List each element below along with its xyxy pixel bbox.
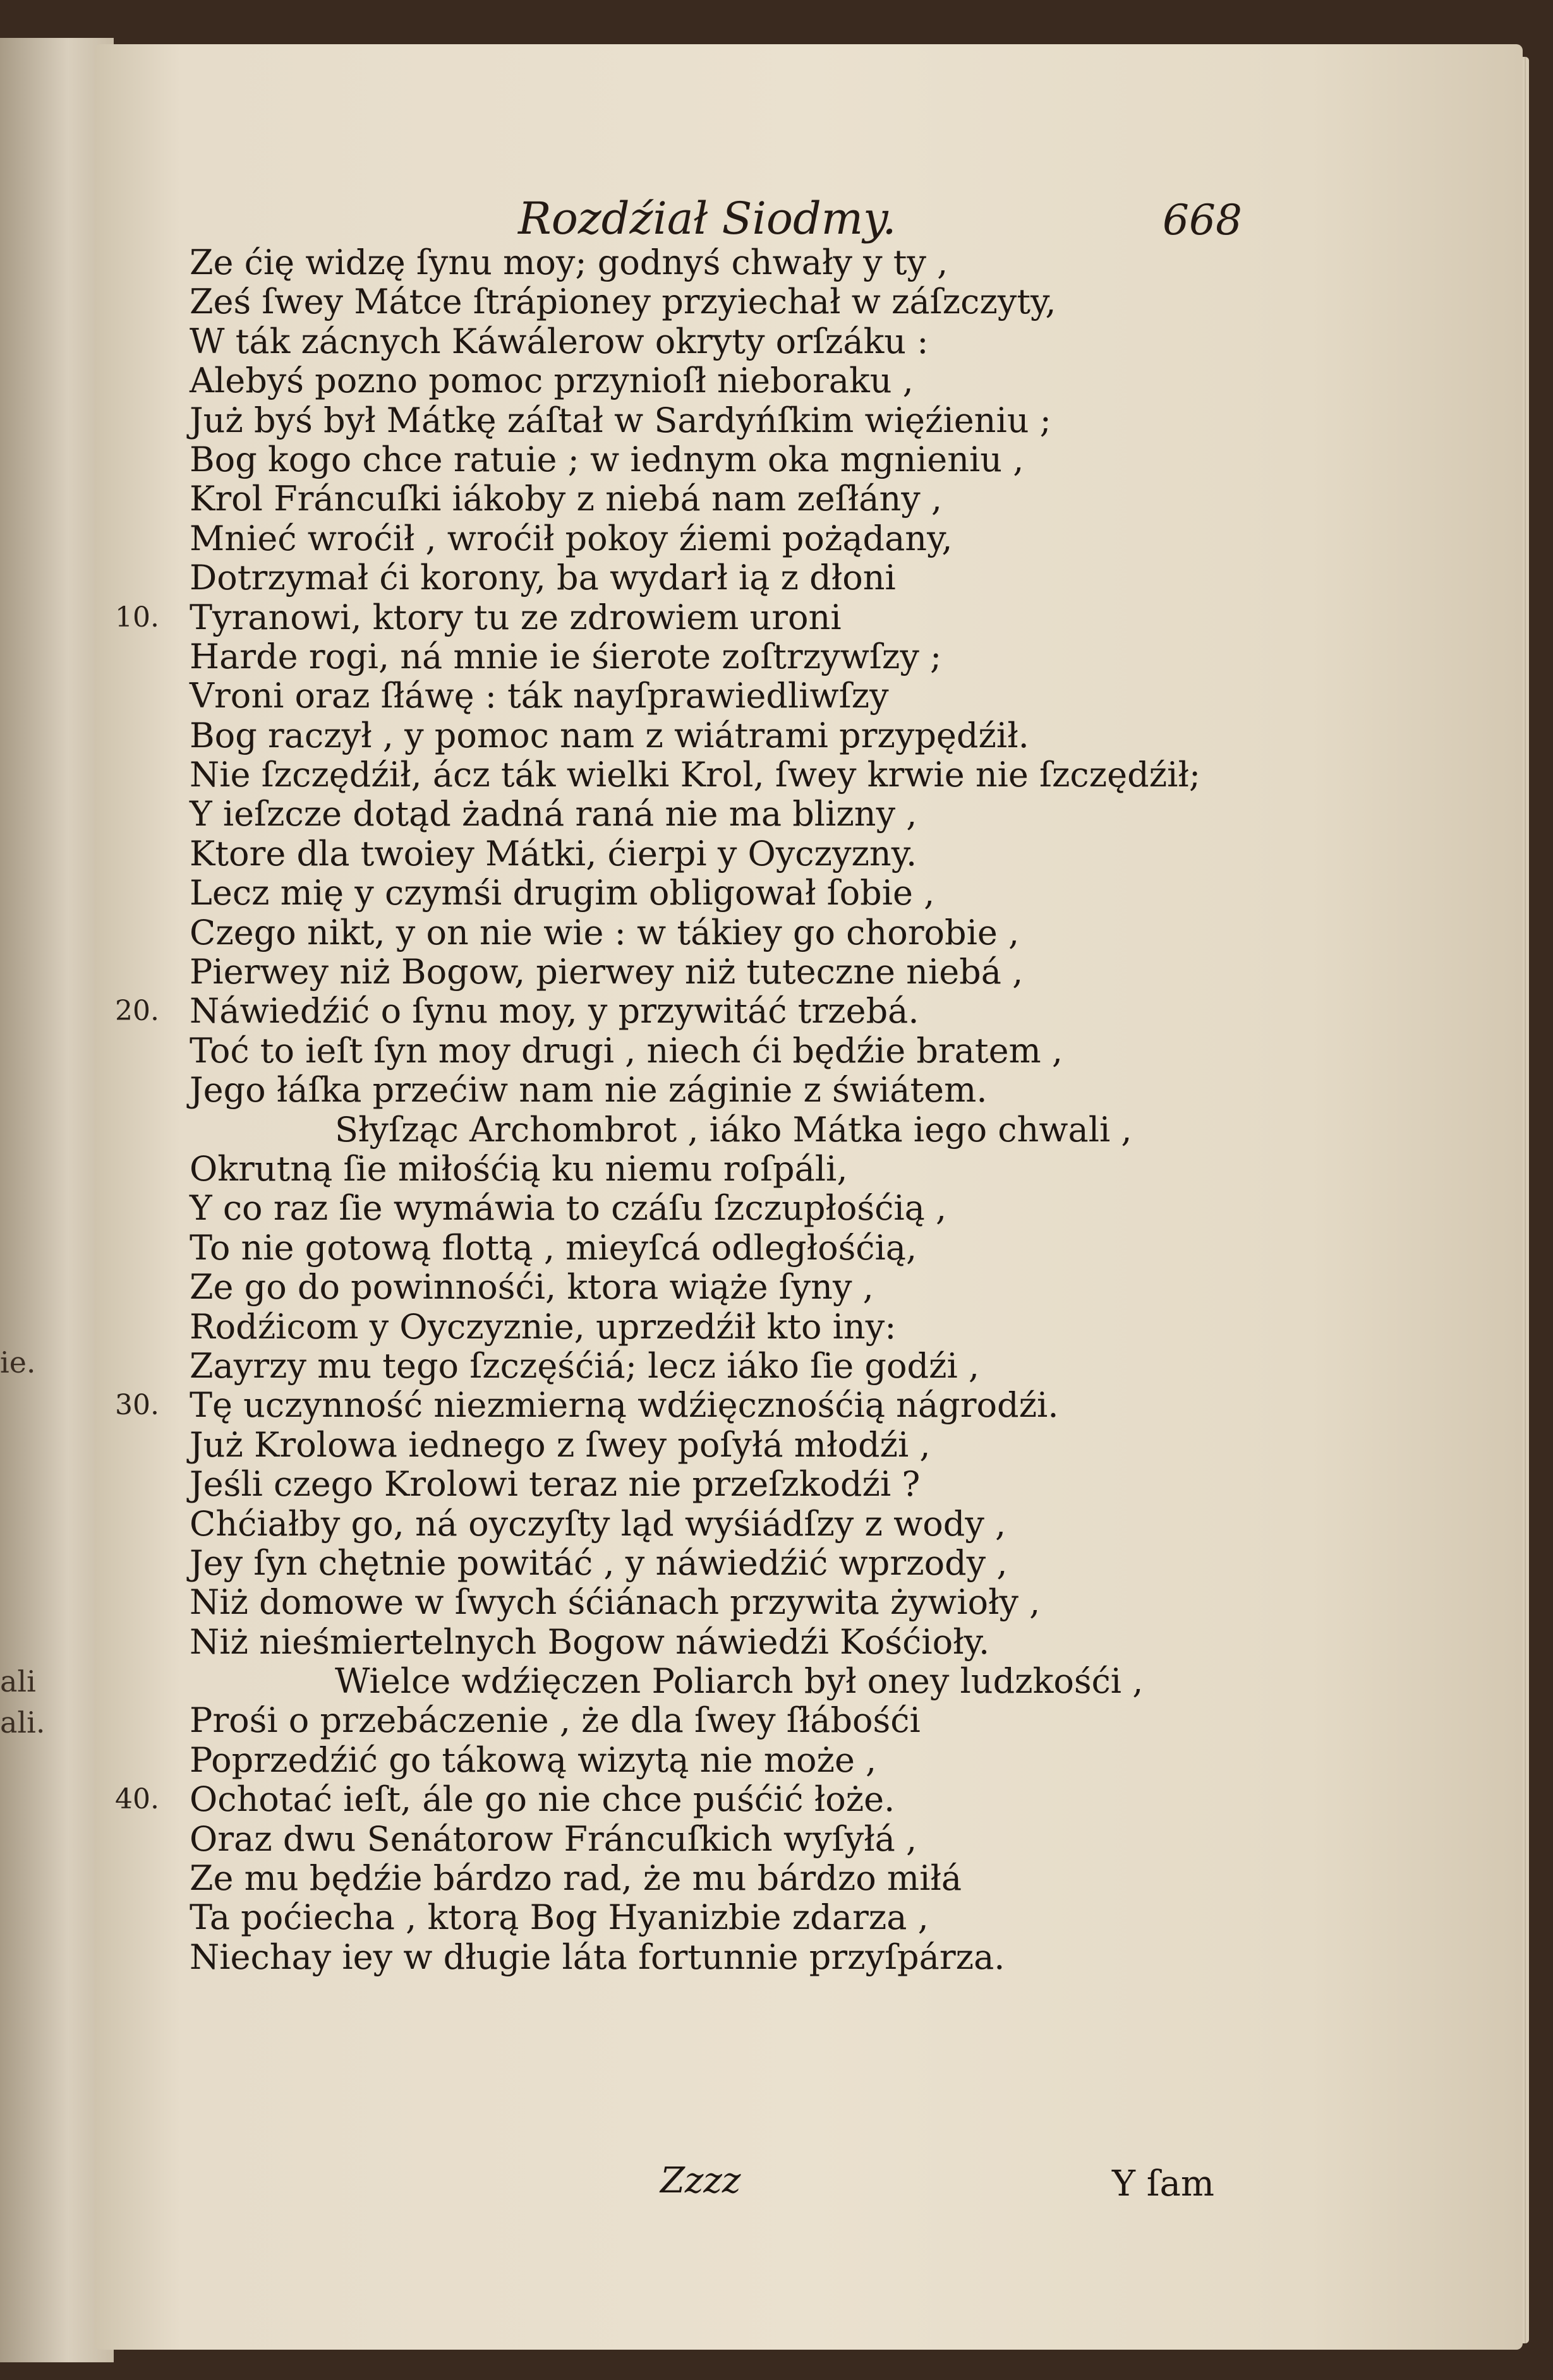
verse-line-text: Chćiałby go, ná oyczyſty ląd wyśiádſzy z wody , <box>190 1503 1006 1544</box>
page-number: 668 <box>1163 196 1242 244</box>
verse-line <box>190 322 1295 361</box>
verse-line: 10. Tyranowi, ktory tu ze zdrowiem uroni <box>115 597 842 637</box>
verse-line-text: Krol Fráncuſki iákoby z niebá nam zeſłány , <box>190 479 943 519</box>
verse-line <box>190 795 1295 834</box>
verse-line <box>190 401 1295 440</box>
verse-line: 30. Tę uczynność niezmierną wdźięcznośćią nágrodźi. <box>115 1385 1059 1426</box>
verse-line <box>190 243 1295 282</box>
verse-line-text: Ze ćię widzę ſynu moy; godnyś chwały y ty , <box>190 243 948 282</box>
verse-line <box>190 1701 1295 1740</box>
verse-line <box>190 361 1295 400</box>
verse-line <box>190 519 1295 558</box>
verse-line-text: Niż nieśmiertelnych Bogow náwiedźi Kośćioły. <box>190 1621 990 1662</box>
verse-line-text: Y ieſzcze dotąd żadná raná nie ma blizny , <box>190 794 917 834</box>
verse-line-text: Jego łáſka przećiw nam nie záginie z świátem. <box>190 1070 988 1110</box>
verse-line <box>190 1268 1295 1307</box>
verse-line-text: Vroni oraz ſłáwę : ták nayſprawiedliwſzy <box>190 676 889 716</box>
verse-line <box>190 479 1295 519</box>
verse-line <box>190 1662 1295 1701</box>
verse-line <box>190 1544 1295 1583</box>
verse-line <box>190 1307 1295 1347</box>
verse-line <box>190 755 1295 795</box>
left-page-fragment: ali <box>0 1664 36 1698</box>
chapter-header: Rozdźiał Siodmy. <box>518 193 897 244</box>
verse-line-text: Już Krolowa iednego z ſwey poſyłá młodźi , <box>190 1424 931 1465</box>
verse-text <box>115 243 1295 1977</box>
verse-line <box>190 1820 1295 1859</box>
verse-line <box>190 1741 1295 1780</box>
verse-line-text: Ochotać ieſt, ále go nie chce puśćić łoże. <box>190 1779 895 1820</box>
catchword: Zzzz <box>660 2160 741 2201</box>
verse-line-text: To nie gotową flottą , mieyſcá odległośćią, <box>190 1227 917 1268</box>
verse-line <box>190 1071 1295 1110</box>
verse-line: 40. Ochotać ieſt, ále go nie chce puśćić łoże. <box>115 1779 895 1820</box>
verse-line-text: Ze go do powinnośći, ktora wiąże ſyny , <box>190 1267 874 1307</box>
verse-line <box>190 1859 1295 1898</box>
verse-line <box>190 1426 1295 1465</box>
verse-line-text: Náwiedźić o ſynu moy, y przywitáć trzebá. <box>190 991 919 1031</box>
verse-line-text: Oraz dwu Senátorow Fráncuſkich wyſyłá , <box>190 1818 917 1859</box>
verse-line <box>190 1150 1295 1189</box>
verse-line <box>190 1465 1295 1504</box>
verse-line-text: Bog raczył , y pomoc nam z wiátrami przypędźił. <box>190 715 1029 755</box>
verse-line <box>190 1031 1295 1071</box>
verse-line-text: Bog kogo chce ratuie ; w iednym oka mgnieniu , <box>190 439 1024 479</box>
verse-line-text: Niechay iey w długie láta fortunnie przyſpárza. <box>190 1937 1005 1977</box>
verse-line-text: Niż domowe w ſwych śćiánach przywita żywioły , <box>190 1582 1041 1623</box>
verse-line-text: Ześ ſwey Mátce ſtrápioney przyiechał w záſzczyty, <box>190 282 1056 322</box>
verse-line <box>190 834 1295 874</box>
verse-line <box>190 1505 1295 1544</box>
verse-line-text: Okrutną ſie miłośćią ku niemu roſpáli, <box>190 1148 848 1189</box>
verse-line <box>190 1347 1295 1386</box>
verse-line-text: Harde rogi, ná mnie ie śierote zoſtrzywſzy ; <box>190 636 942 676</box>
verse-line <box>190 913 1295 953</box>
verse-line-text: Dotrzymał ći korony, ba wydarł ią z dłoni <box>190 558 896 598</box>
verse-line-text: Jeśli czego Krolowi teraz nie przeſzkodźi ? <box>190 1464 921 1505</box>
verse-line <box>190 558 1295 598</box>
verse-line-text: W ták zácnych Káwálerow okryty orſzáku : <box>190 321 929 361</box>
verse-line <box>190 874 1295 913</box>
verse-line <box>190 1623 1295 1662</box>
verse-line <box>190 1583 1295 1622</box>
verse-line-text: Nie ſzczędźił, ácz ták wielki Krol, ſwey krwie nie ſzczędźił; <box>190 755 1201 795</box>
verse-line-text: Toć to ieſt ſyn moy drugi , niech ći będźie bratem , <box>190 1030 1063 1071</box>
verse-line-text: Zayrzy mu tego ſzczęśćiá; lecz iáko ſie godźi , <box>190 1345 980 1386</box>
verse-line-text: Poprzedźić go tákową wizytą nie może , <box>190 1740 877 1780</box>
verse-line-text: Ta poćiecha , ktorą Bog Hyanizbie zdarza , <box>190 1897 929 1938</box>
verse-line <box>190 1189 1295 1228</box>
verse-line-text: Ze mu będźie bárdzo rad, że mu bárdzo miłá <box>190 1858 962 1899</box>
signature-mark: Y ſam <box>1112 2163 1214 2204</box>
verse-line <box>190 1110 1295 1150</box>
verse-line <box>190 716 1295 755</box>
verse-line-text: Już byś był Mátkę záſtał w Sardyńſkim więźieniu ; <box>190 400 1051 440</box>
verse-line <box>190 1229 1295 1268</box>
verse-line: 20. Náwiedźić o ſynu moy, y przywitáć trzebá. <box>115 991 919 1031</box>
left-page-fragment: ie. <box>0 1345 36 1379</box>
verse-line <box>190 1938 1295 1977</box>
verse-line <box>190 1898 1295 1937</box>
verse-line <box>190 440 1295 479</box>
verse-line-text: Słyſząc Archombrot , iáko Mátka iego chwali , <box>335 1109 1132 1150</box>
verse-line-text: Jey ſyn chętnie powitáć , y náwiedźić wprzody , <box>190 1542 1008 1583</box>
verse-line-text: Lecz mię y czymśi drugim obligował ſobie , <box>190 873 935 913</box>
verse-line-text: Alebyś pozno pomoc przynioſł nieboraku , <box>190 361 914 401</box>
verse-line-text: Rodźicom y Oyczyznie, uprzedźił kto iny: <box>190 1306 897 1347</box>
verse-line <box>190 953 1295 992</box>
verse-line-text: Y co raz ſie wymáwia to czáſu ſzczupłośćią , <box>190 1188 947 1229</box>
verse-line <box>190 637 1295 676</box>
verse-line <box>190 676 1295 716</box>
left-page-fragment: ali. <box>0 1705 45 1740</box>
verse-line-text: Tyranowi, ktory tu ze zdrowiem uroni <box>190 597 842 637</box>
verse-line-text: Wielce wdźięczen Poliarch był oney ludzkośći , <box>335 1661 1144 1702</box>
verse-line-text: Pierwey niż Bogow, pierwey niż tuteczne niebá , <box>190 952 1024 992</box>
verse-line-text: Ktore dla twoiey Mátki, ćierpi y Oyczyzny. <box>190 833 917 874</box>
verse-line-text: Czego nikt, y on nie wie : w tákiey go chorobie , <box>190 912 1020 953</box>
verse-line-text: Prośi o przebáczenie , że dla ſwey ſłábośći <box>190 1700 921 1741</box>
verse-line <box>190 282 1295 322</box>
verse-line-text: Mnieć wroćił , wroćił pokoy źiemi pożądany, <box>190 518 953 558</box>
verse-line-text: Tę uczynność niezmierną wdźięcznośćią nágrodźi. <box>190 1385 1059 1426</box>
